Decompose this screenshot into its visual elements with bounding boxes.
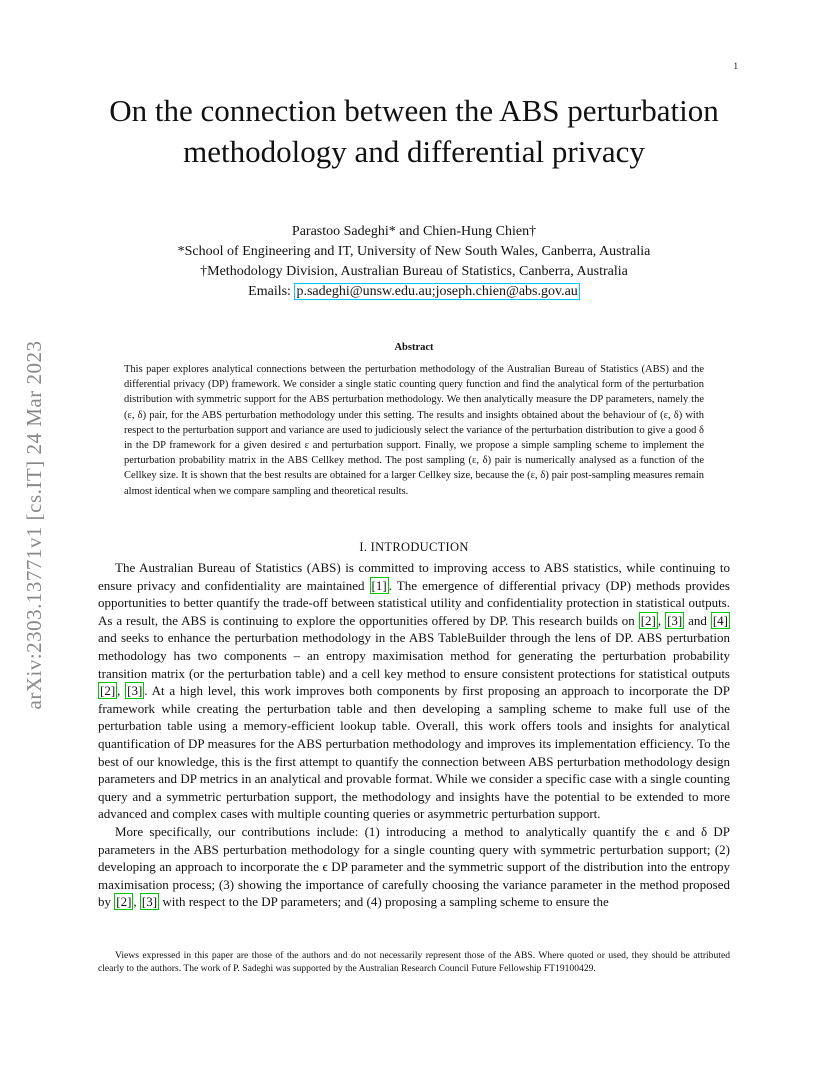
abstract-text: This paper explores analytical connections between the perturbation methodology of the Australian Bureau of Statistics (ABS) and the differential privacy (DP) framework. We consider a single static counting query function and find the analytical form of the perturbation distribution with symmetric support for the ABS perturbation methodology. We then analytically measure the DP parameters, namely the (ε, δ) pair, for the ABS perturbation methodology under this setting. The results and insights obtained about the behaviour of (ε, δ) with respect to the perturbation support and variance are used to judiciously select the variance of the perturbation distribution to give a good δ in the DP framework for a given desired ε and perturbation support. Finally, we propose a simple sampling scheme to implement the perturbation probability matrix in the ABS Cellkey method. The post sampling (ε, δ) pair is numerically analysed as a function of the Cellkey size. It is shown that the best results are obtained for a larger Cellkey size, because the (ε, δ) pair post-sampling measures remain almost identical when we compare sampling and theoretical results. [124, 364, 704, 497]
text-run: . The emergence of differential privacy (DP) methods provides opportunities to better quantify the trade-off between statistical utility and confidentiality protection in statistical outputs. As a result, the ABS is continuing to explore the opportunities offered by DP. This research builds on [98, 577, 730, 628]
citation-link[interactable]: [4] [712, 612, 728, 628]
citation-link[interactable]: [3] [127, 683, 143, 699]
footnote: Views expressed in this paper are those of the authors and do not necessarily represent those of the ABS. Where quoted or used, they should be attributed clearly to the authors. The work of P. Sadeghi was supported by the Australian Research Council Future Fellowship FT19100429. [98, 950, 730, 975]
citation-link[interactable]: [3] [141, 894, 158, 910]
affiliation-unsw: *School of Engineering and IT, University of New South Wales, Canberra, Australia [177, 244, 651, 259]
email-link[interactable]: p.sadeghi@unsw.edu.au;joseph.chien@abs.gov.au [296, 284, 578, 299]
citation-link[interactable]: [2] [116, 894, 132, 910]
citation-link[interactable]: [2] [640, 612, 656, 628]
abstract-heading: Abstract [394, 342, 434, 353]
affiliation-abs: †Methodology Division, Australian Bureau of Statistics, Canberra, Australia [200, 264, 628, 279]
text-run: . At a high level, this work improves both components by first proposing an approach to incorporate the DP framework while creating the perturbation table and then developing a sampling scheme to make full use of the perturbation table using a memory-efficient lookup table. Overall, this work offers tools and insights for analytical quantification of DP measures for the ABS perturbation methodology and improves its implementation efficiency. To the best of our knowledge, this is the first attempt to quantify the connection between ABS perturbation methodology design parameters and DP metrics in an analytical and provable format. While we consider a specific case with a single counting query and a symmetric perturbation support, the methodology and insights have the potential to be extended to more advanced and complex cases with multiple counting queries or asymmetric perturbation support. [98, 683, 731, 822]
text-run: The Australian Bureau of Statistics (ABS) is committed to improving access to ABS statistics, while continuing to ensure privacy and confidentiality are maintained [98, 560, 730, 593]
text-run: , [657, 612, 666, 628]
introduction-body [98, 559, 730, 911]
text-run: and [684, 612, 711, 628]
section-heading-introduction: I. INTRODUCTION [359, 540, 469, 554]
citation-link[interactable]: [2] [100, 683, 116, 699]
arxiv-stamp: arXiv:2303.13771v1 [cs.IT] 24 Mar 2023 [22, 340, 46, 710]
paragraph-2 [98, 823, 730, 911]
paper-title: On the connection between the ABS perturbation methodology and differential privacy [109, 93, 719, 169]
citation-link[interactable]: [1] [371, 577, 387, 593]
page-number: 1 [733, 61, 738, 71]
author-block [100, 222, 728, 302]
text-run: with respect to the DP parameters; and (4) proposing a sampling scheme to ensure the [159, 894, 609, 910]
text-run: More specifically, our contributions include: (1) introducing a method to analytically quantify the ϵ and δ DP parameters in the ABS perturbation methodology for a single counting query with symmetric perturbation support; (2) developing an approach to incorporate the ϵ DP parameter and the symmetric support of the distribution into the entropy maximisation process; (3) showing the importance of carefully choosing the variance parameter in the method proposed by [98, 823, 730, 910]
text-run: and seeks to enhance the perturbation methodology in the ABS TableBuilder through the lens of DP. ABS perturbation methodology has two components – an entropy maximisation method for generating the perturbation probability transition matrix (or the perturbation table) and a cell key method to ensure consistent protections for statistical outputs [98, 630, 730, 681]
emails-line [100, 282, 728, 302]
text-run: , [117, 683, 126, 699]
emails-label: Emails: [248, 284, 291, 299]
text-run: , [133, 894, 140, 910]
paragraph-1 [98, 559, 730, 823]
author-names: Parastoo Sadeghi* and Chien-Hung Chien† [291, 224, 537, 239]
citation-link[interactable]: [3] [667, 612, 683, 628]
